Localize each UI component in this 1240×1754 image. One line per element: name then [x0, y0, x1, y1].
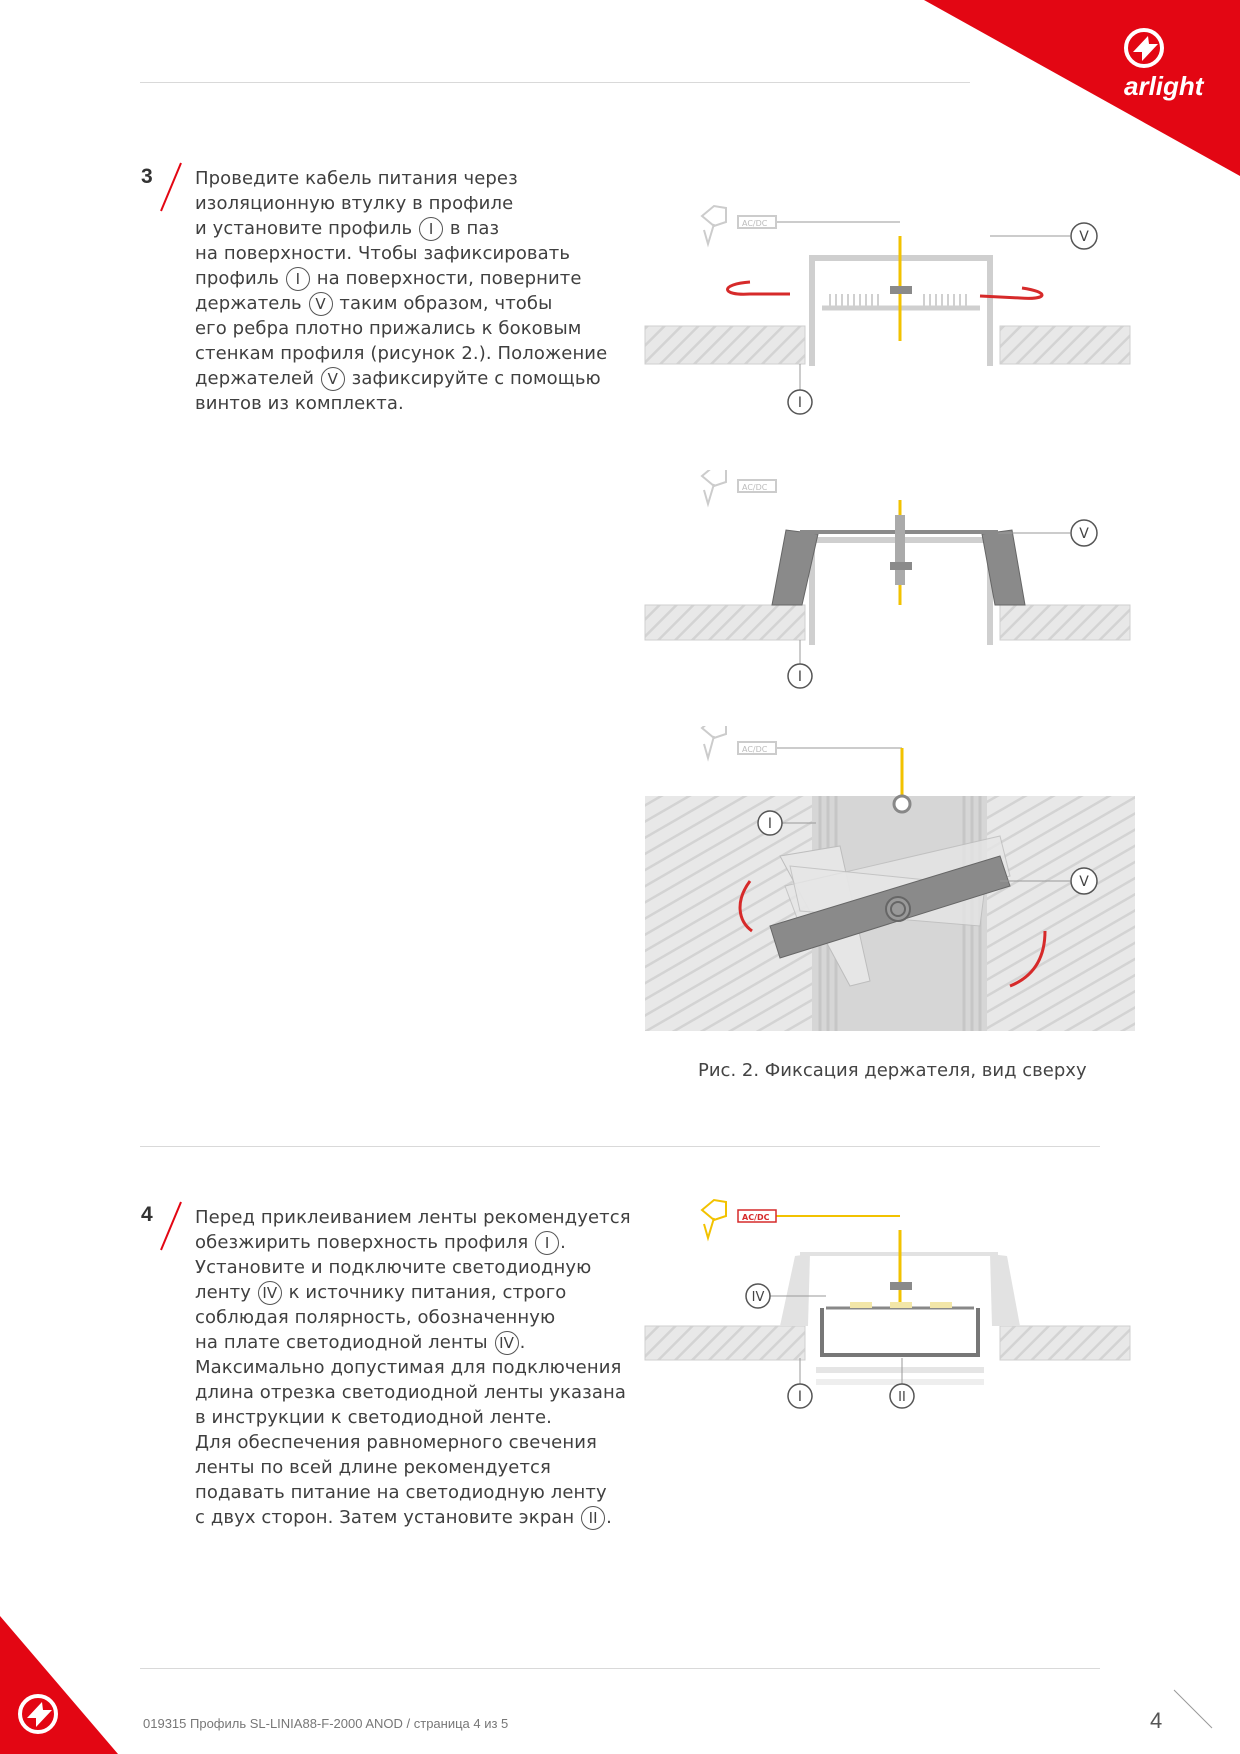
text-run: подавать питание на светодиодную ленту	[195, 1482, 607, 1503]
text-run: .	[606, 1507, 612, 1528]
psu-label: AC/DC	[742, 219, 768, 228]
text-run: Максимально допустимая для подключения	[195, 1357, 622, 1378]
text-run: на поверхности, поверните	[310, 268, 582, 289]
inline-marker: V	[309, 292, 333, 316]
text-run: стенкам профиля (рисунок 2.). Положение	[195, 343, 608, 364]
marker-iv-label: IV	[751, 1290, 765, 1305]
text-run: к источнику питания, строго	[282, 1282, 567, 1303]
text-run: зафиксируйте с помощью	[345, 368, 601, 389]
text-run: ленту	[195, 1282, 257, 1303]
text-run: соблюдая полярность, обозначенную	[195, 1307, 556, 1328]
step4-line	[195, 1480, 635, 1505]
psu-label-4: AC/DC	[742, 1213, 770, 1222]
step4-line	[195, 1505, 635, 1530]
inline-marker: IV	[495, 1331, 519, 1355]
step3-line	[195, 341, 635, 366]
text-run: Перед приклеиванием ленты рекомендуется	[195, 1207, 631, 1228]
inline-marker: IV	[258, 1281, 282, 1305]
page-number: 4	[1150, 1708, 1163, 1733]
inline-marker: V	[321, 367, 345, 391]
inline-marker: II	[581, 1506, 605, 1530]
text-run: Проведите кабель питания через	[195, 168, 518, 189]
step-number-4: 4	[141, 1203, 153, 1226]
figure-holder-section	[640, 470, 1140, 700]
text-run: Для обеспечения равномерного свечения	[195, 1432, 597, 1453]
step4-line	[195, 1305, 635, 1330]
text-run: и установите профиль	[195, 218, 419, 239]
step4-line	[195, 1355, 635, 1380]
step4-line	[195, 1230, 635, 1255]
page-corner-mark	[1172, 1688, 1216, 1732]
step4-line	[195, 1255, 635, 1280]
text-run: .	[560, 1232, 566, 1253]
step3-line	[195, 241, 635, 266]
marker-ii-label: II	[898, 1390, 906, 1405]
psu-icon	[702, 206, 900, 244]
inline-marker: I	[419, 217, 443, 241]
marker-v-2-label: V	[1079, 526, 1089, 542]
step3-line	[195, 391, 635, 416]
marker-i-3-label: I	[767, 816, 773, 832]
text-run: профиль	[195, 268, 285, 289]
footer-doc-info: 019315 Профиль SL-LINIA88-F-2000 ANOD / страница 4 из 5	[143, 1716, 509, 1731]
brand-logo-text: arlight	[1124, 71, 1204, 101]
figure-led-install	[640, 1190, 1140, 1420]
step4-line	[195, 1455, 635, 1480]
step-slash-3	[158, 160, 184, 214]
step3-line	[195, 266, 635, 291]
step3-line	[195, 366, 635, 391]
text-run: Установите и подключите светодиодную	[195, 1257, 592, 1278]
text-run: на поверхности. Чтобы зафиксировать	[195, 243, 571, 264]
text-run: длина отрезка светодиодной ленты указана	[195, 1382, 626, 1403]
text-run: его ребра плотно прижались к боковым	[195, 318, 582, 339]
text-run: изоляционную втулку в профиле	[195, 193, 514, 214]
brand-corner-bottom	[0, 1616, 118, 1754]
text-run: держатель	[195, 293, 308, 314]
header-rule	[140, 82, 970, 83]
text-run: обезжирить поверхность профиля	[195, 1232, 535, 1253]
step3-line	[195, 191, 635, 216]
psu-label-3: AC/DC	[742, 745, 768, 754]
step3-text	[195, 166, 635, 416]
section-divider	[140, 1146, 1100, 1147]
text-run: в инструкции к светодиодной ленте.	[195, 1407, 553, 1428]
step4-line	[195, 1205, 635, 1230]
psu-label-2: AC/DC	[742, 483, 768, 492]
step4-line	[195, 1430, 635, 1455]
step4-text	[195, 1205, 635, 1530]
figure-caption: Рис. 2. Фиксация держателя, вид сверху	[698, 1060, 1087, 1081]
marker-i-2-label: I	[797, 669, 803, 685]
inline-marker: I	[286, 267, 310, 291]
text-run: винтов из комплекта.	[195, 393, 404, 414]
text-run: .	[519, 1332, 526, 1353]
text-run: таким образом, чтобы	[333, 293, 553, 314]
marker-i-4-label: I	[797, 1389, 803, 1405]
marker-v-3-label: V	[1079, 874, 1089, 890]
step3-line	[195, 316, 635, 341]
step-number-3: 3	[141, 165, 153, 188]
step-slash-4	[158, 1199, 184, 1253]
text-run: в паз	[444, 218, 500, 239]
step3-line	[195, 166, 635, 191]
marker-i-label: I	[797, 395, 803, 411]
inline-marker: I	[535, 1231, 559, 1255]
text-run: ленты по всей длине рекомендуется	[195, 1457, 551, 1478]
brand-corner	[920, 0, 1240, 176]
text-run: держателей	[195, 368, 320, 389]
step4-line	[195, 1280, 635, 1305]
step3-line	[195, 291, 635, 316]
step3-line	[195, 216, 635, 241]
text-run: с двух сторон. Затем установите экран	[195, 1507, 581, 1528]
text-run: на плате светодиодной ленты	[195, 1332, 494, 1353]
step4-line	[195, 1405, 635, 1430]
figure-install-section	[640, 196, 1140, 426]
footer-rule	[140, 1668, 1100, 1669]
step4-line	[195, 1380, 635, 1405]
step4-line	[195, 1330, 635, 1355]
figure-top-view	[640, 726, 1140, 1046]
marker-v-label: V	[1079, 229, 1089, 245]
